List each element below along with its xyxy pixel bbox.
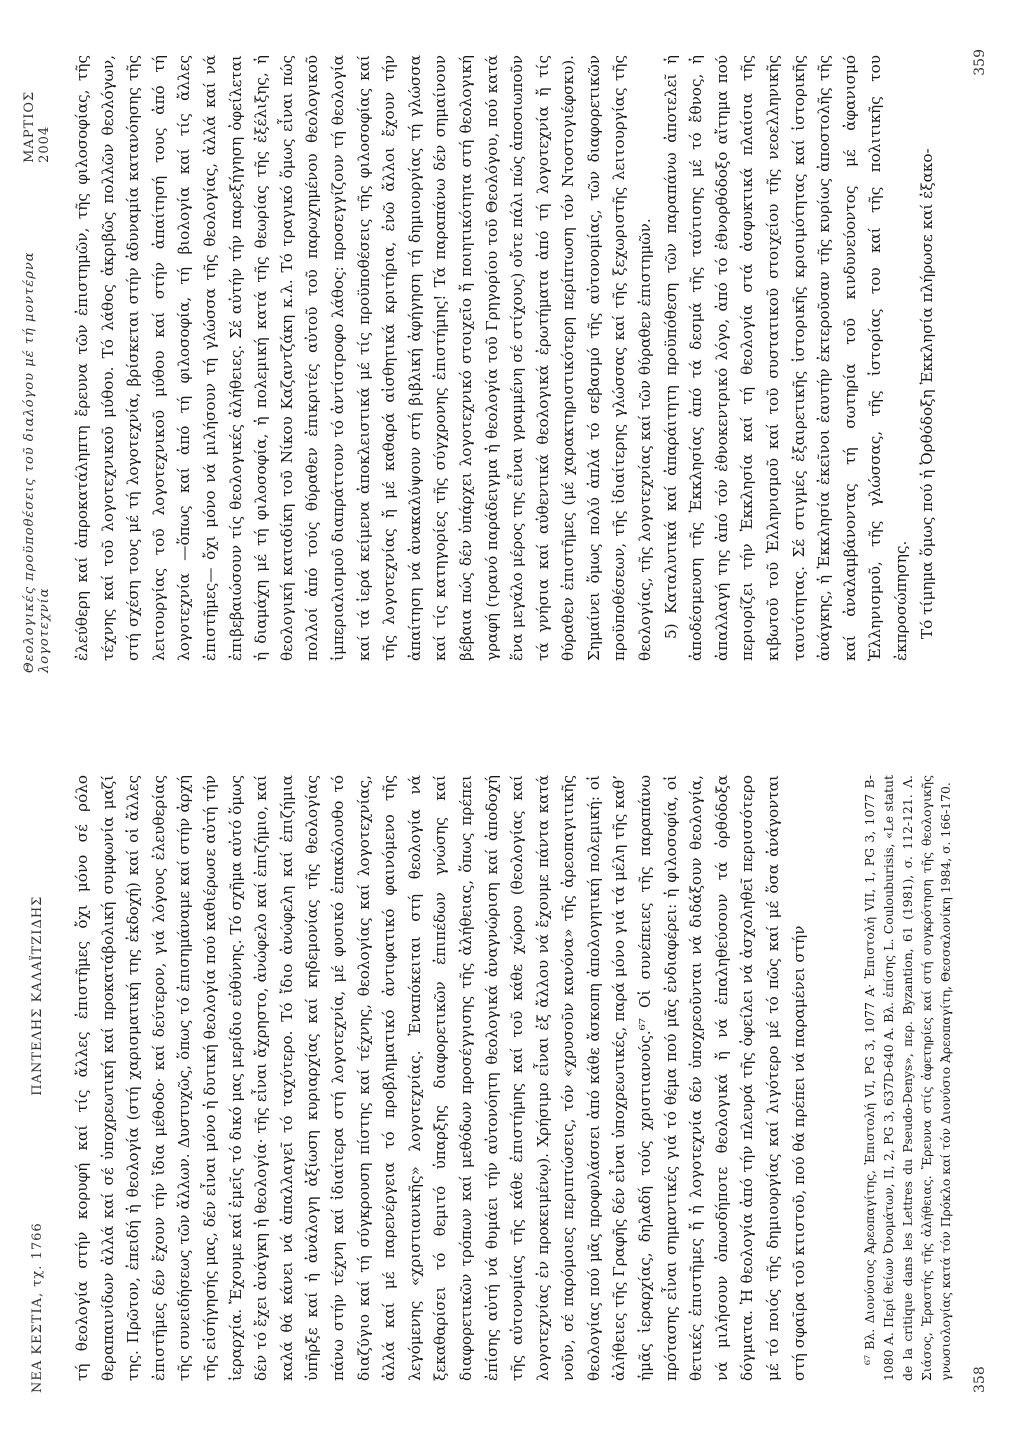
body-text [70, 775, 812, 1381]
footnotes [860, 775, 955, 1381]
running-head-journal: ΝΕΑ ΚΕΣΤΙΑ, τχ. 1766 [29, 1222, 45, 1393]
running-head-date: ΜΑΡΤΙΟΣ 2004 [22, 90, 52, 163]
body-text [70, 55, 940, 661]
paragraph: 5) Καταλυτικά καί ἀπαράιτητη προϋπόθεση τῶν παραπάνω ἀποτελεῖ ἡ ἀποδέσμευση τῆς Ἐκκλησίας ἀπό τά δεσμά τῆς ταύτισης μέ τό ἔθνος, ἡ ἀπαλλαγή της ἀπό τόν ἐθνοκεντρικό λόγο, ἀπό τό ἐθνορθόδοξο αἴτημα πού περιορίζει τήν Ἐκκλησία καί τή θεολογία στά ἀσφυκτικά πλαίσια τῆς κιβωτοῦ τοῦ Ἑλληνισμοῦ καί τοῦ συστατικοῦ στοιχείου τῆς νεοελληνικῆς ταυτότητας. Σέ στιγμές ἐξαιρετικῆς ἱστορικῆς κρισιμότητας καί ἱστορικῆς ἀνάγκης, ἡ Ἐκκλησία ἐκεῖνοι ἐαυτήν ἐκτεροῦσαν τῆς κυρίως ἀποστολῆς τῆς καί ἀναλαμβάνοντας τή σωτηρία τοῦ κινδυνεύοντος μέ ἀφανισμό Ἑλληνισμοῦ, τῆς γλώσσας, τῆς ἱστορίας του καί τῆς πολιτικῆς του ἐκπροσώπησης. [661, 55, 910, 661]
page-number: 358 [972, 1366, 988, 1393]
page-number: 359 [972, 49, 988, 76]
running-head-author: ΠΑΝΤΕΛΗΣ ΚΑΛΑΪΤΖΙΔΗΣ [29, 895, 45, 1096]
left-page [0, 721, 1024, 1441]
paragraph: Τό τίμημα ὅμως πού ἡ Ὀρθόδοξη Ἐκκλησία πλήρωσε καί ἐξακο- [917, 148, 936, 639]
running-head [22, 49, 52, 673]
paragraph: ἐλεύθερη καί ἀπροκατάληπτη ἔρευνα τῶν ἐπιστημῶν, τῆς φιλοσοφίας, τῆς τέχνης καί τοῦ λογοτεχνικοῦ μύθου. Τό λάθος ἀκριβῶς πολλῶν θεολόγων, στή σχέση τους μέ τή λογοτεχνία, βρίσκεται στήν ἀδυναμία κατανόησης τῆς λειτουργίας τοῦ λογοτεχνικοῦ μύθου καί στήν ἀπαίτησή τους ἀπό τή λογοτεχνία —ὅπως καί ἀπό τή φιλοσοφία, τή βιολογία καί τίς ἄλλες ἐπιστῆμες— ὄχι μόνο νά μιλήσουν τή γλώσσα τῆς θεολογίας, ἀλλά καί νά ἐπιβεβαιώσουν τίς θεολογικές ἀλήθειες. Σέ αὐτήν τήν παρεξήγηση ὀφείλεται ἡ διαμάχη μέ τή φιλοσοφία, ἡ πολεμική κατά τῆς θεωρίας τῆς ἐξέλιξης, ἡ θεολογική καταδίκη τοῦ Νίκου Καζαντζάκη κ.λ. Τό τραγικό ὅμως εἶναι πώς πολλοί ἀπό τούς θύραθεν ἐπικριτές αὐτοῦ τοῦ παρωχημένου θεολογικοῦ ἱμπεριαλισμοῦ διαπράττουν τό ἀντίστροφο λάθος: προσεγγίζουν τή θεολογία καί τά ἱερά κείμενα ἀποκλειστικά μέ τίς προϋποθέσεις τῆς φιλοσοφίας καί τῆς λογοτεχνίας ἤ μέ καθαρά αἰσθητικά κριτήρια, ἐνῶ ἄλλοι ἔχουν τήν ἀπαίτηση νά ἀνακαλύψουν στή βιβλική ἀφήγηση τή δημιουργίας τή γλώσσα καί τίς κατηγορίες τῆς σύγχρονης ἐπιστήμης! Τά παραπάνω δέν σημαίνουν βέβαια πώς δέν ὑπάρχει λογοτεχνικό στοιχεῖο ἤ ποιητικότητα στή θεολογική γραφή (τρανό παράδειγμα ἡ θεολογία τοῦ Γρηγορίου τοῦ Θεολόγου, πού κατά ἕνα μεγάλο μέρος της εἶναι γραμμένη σέ στίχους) οὔτε πάλι πώς ἀποσιωποῦν τά γνήσια καί αὐθεντικά θεολογικά ἐρωτήματα ἀπό τή λογοτεχνία ἤ τίς θύραθεν ἐπιστῆμες (μέ χαρακτηριστικότερη περίπτωση τόν Ντοστογιέφσκυ). Σημαίνει ὅμως πολύ ἁπλά τό σεβασμό τῆς αὐτονομίας, τῶν διαφορετικῶν προϋποθέσεων, τῆς ἰδιαίτερης γλώσσας καί τῆς ξεχωριστῆς λειτουργίας τῆς θεολογίας, τῆς λογοτεχνίας καί τῶν θύραθεν ἐπιστημῶν. [73, 55, 655, 661]
paragraph: τή θεολογία στήν κορυφή καί τίς ἄλλες ἐπιστῆμες ὄχι μόνο σέ ρόλο θεραπαινίδων ἀλλά καί σέ ὑποχρεωτική καί προκατάβολική συμφωνία μαζί της. Πρῶτον, ἐπειδή ἡ θεολογία (στή χαρισματική της ἐκδοχή) καί οἱ ἄλλες ἐπιστῆμες δέν ἔχουν τήν ἴδια μέθοδο· καί δεύτερον, γιά λόγους ἐλευθερίας τῆς συνειδήσεως τῶν ἄλλων. Δυστυχῶς, ὅπως τό ἐπισημάναμε καί στήν ἀρχή τῆς εἰσήγησής μας, δέν εἶναι μόνο ἡ δυτική θεολογία πού καθιέρωσε αὐτή τήν ἱεραρχία. Ἔχουμε καί ἐμεῖς τό δικό μας μερίδιο εὐθύνης. Τό σχῆμα αὐτό ὅμως δέν τό ἔχει ἀνάγκη ἡ θεολογία· τῆς εἶναι ἄχρηστο, ἀνώφελο καί ἐπιζήμιο, καί καλά θά κάνει νά ἀπαλλαγεῖ τό ταχύτερο. Τό ἴδιο ἀνώφελη καί ἐπιζήμια ὑπῆρξε καί ἡ ἀνάλογη ἀξίωση κυριαρχίας καί κηδεμονίας τῆς θεολογίας πάνω στήν τέχνη καί ἰδιαίτερα στή λογοτεχνία, μέ φυσικό ἐπακόλουθο τό διαζύγιο καί τή σύγκρουση πίστης καί τέχνης, θεολογίας καί λογοτεχνίας, ἀλλά καί μέ παρενέργεια τό προβληματικό ἀντιφατικό φαινόμενο τῆς λεγόμενης «χριστιανικῆς» λογοτεχνίας. Ἐναπόκειται στή θεολογία νά ξεκαθαρίσει τό θεμιτό ὑπαρξης διαφορετικῶν ἐπιπέδων γνώσης καί διαφορετικῶν τρόπων καί μεθόδων προσέγγισης τῆς ἀλήθειας, ὅπως πρέπει ἐπίσης αὐτή νά θυμάει τήν αὐτονόητη θεολογικά ἀναγνώριση καί ἀποδοχή τῆς αὐτονομίας τῆς κάθε ἐπιστήμης καί τοῦ κάθε χώρου (θεολογίας καί λογοτεχνίας ἐν προκειμένῳ). Χρήσιμο εἶναι ἐξ ἄλλου νά ἔχουμε πάντα κατά νοῦν, σέ παρόμοιες περιπτώσεις, τόν «χρυσοῦν κανόνα» τῆς ἀρεοπαγιτικῆς θεολογίας πού μᾶς προφυλάσσει ἀπό κάθε ἄσκοπη ἀπολογητική πολεμική: οἱ ἀλήθειες τῆς Γραφῆς δέν εἶναι ὑποχρεωτικές, παρά μόνο γιά τά μέλη τῆς καθ’ ἡμᾶς ἱεραρχίας, δηλαδή τούς χριστιανούς.⁶⁷ Οἱ συνέπειες τῆς παραπάνω πρότασης εἶναι σημαντικές γιά τό θέμα πού μᾶς ἐνδιαφέρει: ἡ φιλοσοφία, οἱ θετικές ἐπιστῆμες ἤ ἡ λογοτεχνία δέν ὑποχρεοῦνται νά διδάξουν θεολογία, νά μιλήσουν ὁπωσδήποτε θεολογικά ἤ νά ἐπαληθεύσουν τά ὀρθόδοξα δόγματα. Ἡ θεολογία ἀπό τήν πλευρά τῆς ὀφείλει νά ἀσχοληθεῖ περισσότερο μέ τό ποιός τῆς δημιουργίας καί λιγότερο μέ τό πῶς καί μέ ὅσα ἀνάγονται στή σφαῖρα τοῦ κτιστοῦ, πού θά πρέπει νά παραμένει στήν [73, 775, 808, 1381]
running-head-title: Θεολογικές προϋποθέσεις τοῦ διαλόγου μέ τή μοντέρνα λογοτεχνία [22, 251, 52, 673]
footnote-67: ⁶⁷ Βλ. Διονύσιος Ἀρεοπαγίτης, Ἐπιστολή VI, PG 3, 1077 A· Ἐπιστολή VII, 1, PG 3, 1077 B-1080 A. Περί θείων Ὀνομάτων, II, 2, PG 3, 637D-640 A. Βλ. ἐπίσης L. Coulouburisis, «Le statut de la critique dans les Lettres du Pseudo-Denys», περ. Byzantion, 61 (1981), σ. 112-121. Λ. Σιάσος, Ἐραστής τῆς ἀλήθειας. Ἔρευνα στίς ἀφετηρίες καί στή συγκρότηση τῆς θεολογικῆς γνωσιολογίας κατά τόν Πρόκλο καί τόν Διονύσιο Ἀρεοπαγίτη, Θεσσαλονίκη 1984, σ. 166-170. [862, 775, 953, 1381]
running-head [26, 769, 48, 1393]
right-page [0, 1, 1024, 721]
